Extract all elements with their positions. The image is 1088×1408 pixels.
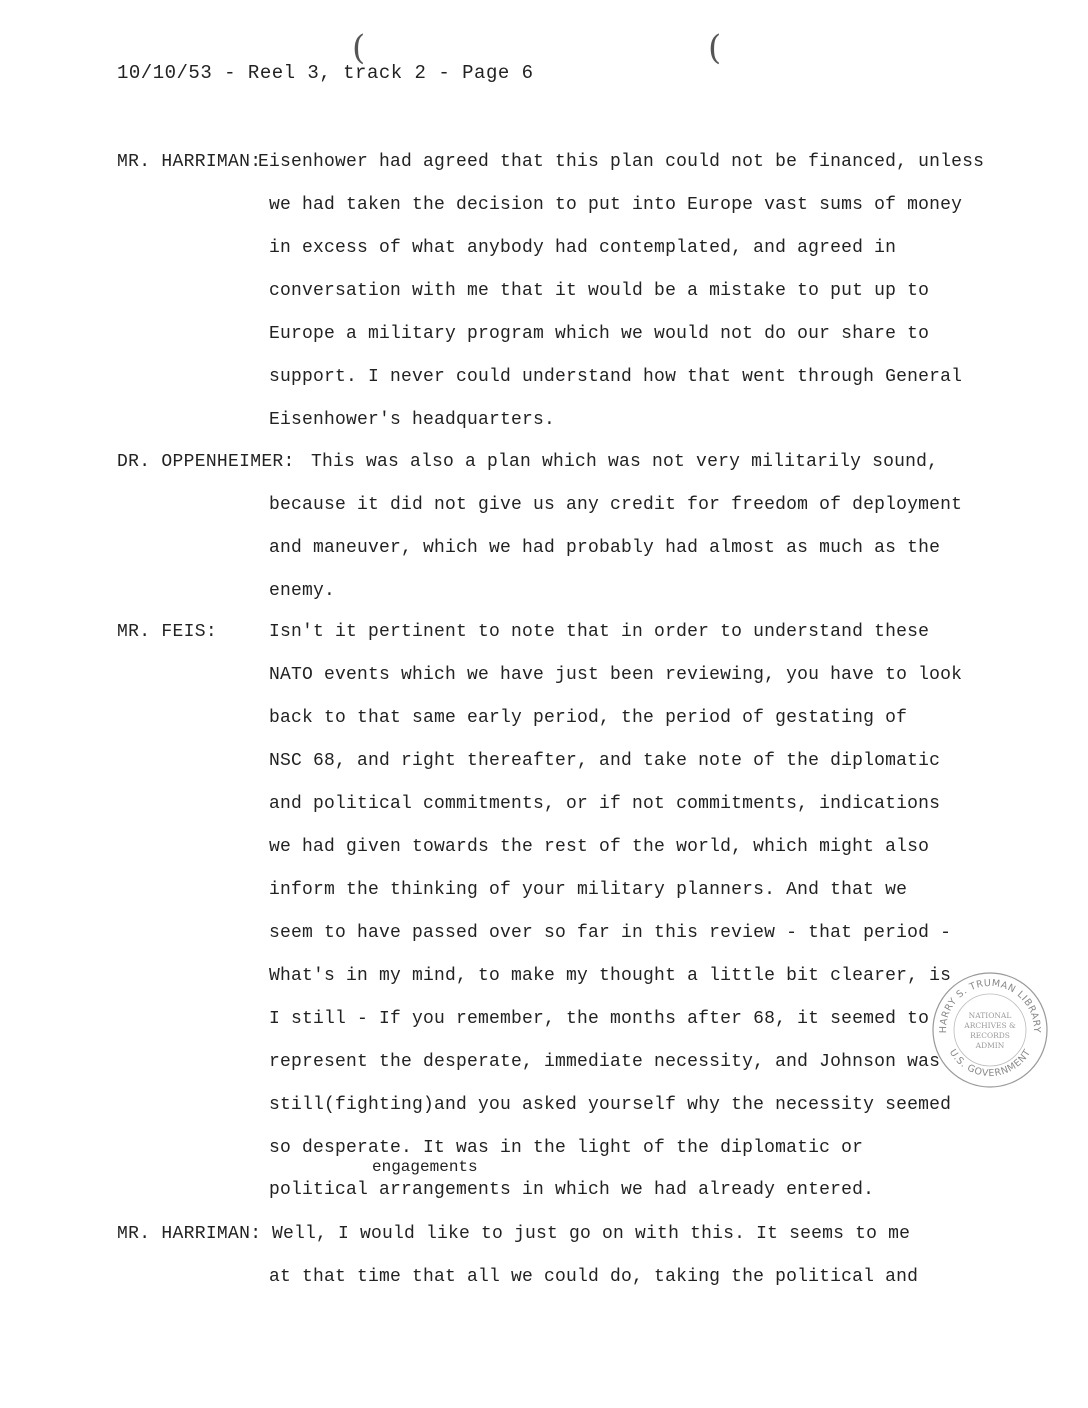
svg-text:HARRY S. TRUMAN LIBRARY: HARRY S. TRUMAN LIBRARY <box>937 977 1043 1034</box>
transcript-line: at that time that all we could do, taking the political and <box>269 1267 919 1287</box>
transcript-line: because it did not give us any credit for freedom of deployment <box>269 495 963 515</box>
transcript-line: seem to have passed over so far in this review - that period - <box>269 923 952 943</box>
transcript-line: we had taken the decision to put into Europe vast sums of money <box>269 195 963 215</box>
transcript-line: so desperate. It was in the light of the diplomatic or <box>269 1138 864 1158</box>
svg-text:U.S. GOVERNMENT: U.S. GOVERNMENT <box>946 1047 1034 1080</box>
paren-mark-left: ( <box>352 28 366 68</box>
svg-text:ARCHIVES &: ARCHIVES & <box>964 1021 1016 1030</box>
svg-text:RECORDS: RECORDS <box>970 1031 1010 1040</box>
svg-text:ADMIN: ADMIN <box>975 1041 1005 1050</box>
transcript-line: conversation with me that it would be a mistake to put up to <box>269 281 930 301</box>
transcript-line: back to that same early period, the period of gestating of <box>269 708 908 728</box>
page-header: 10/10/53 - Reel 3, track 2 - Page 6 <box>117 62 534 84</box>
library-stamp <box>930 970 1050 1090</box>
transcript-line: political arrangements in which we had already entered. <box>269 1180 875 1200</box>
speaker-label: DR. OPPENHEIMER: <box>117 452 295 472</box>
transcript-line: still(fighting)and you asked yourself why the necessity seemed <box>269 1095 952 1115</box>
speaker-label: MR. HARRIMAN: <box>117 1224 262 1244</box>
transcript-line: I still - If you remember, the months after 68, it seemed to <box>269 1009 930 1029</box>
transcript-line: NSC 68, and right thereafter, and take note of the diplomatic <box>269 751 941 771</box>
speaker-label: MR. HARRIMAN: <box>117 152 262 172</box>
transcript-line: in excess of what anybody had contemplated, and agreed in <box>269 238 897 258</box>
transcript-line: we had given towards the rest of the world, which might also <box>269 837 930 857</box>
transcript-line: Eisenhower's headquarters. <box>269 410 556 430</box>
transcript-line: enemy. <box>269 581 336 601</box>
transcript-line: Well, I would like to just go on with this. It seems to me <box>272 1224 911 1244</box>
transcript-line: Europe a military program which we would not do our share to <box>269 324 930 344</box>
transcript-line: What's in my mind, to make my thought a little bit clearer, is <box>269 966 952 986</box>
speaker-label: MR. FEIS: <box>117 622 217 642</box>
transcript-line: and political commitments, or if not commitments, indications <box>269 794 941 814</box>
transcript-line: support. I never could understand how that went through General <box>269 367 963 387</box>
transcript-line: and maneuver, which we had probably had almost as much as the <box>269 538 941 558</box>
transcript-line: Isn't it pertinent to note that in order to understand these <box>269 622 930 642</box>
transcript-line: NATO events which we have just been reviewing, you have to look <box>269 665 963 685</box>
transcript-line: represent the desperate, immediate necessity, and Johnson was <box>269 1052 941 1072</box>
handwritten-insertion: engagements <box>372 1158 478 1176</box>
transcript-line: Eisenhower had agreed that this plan could not be financed, unless <box>258 152 985 172</box>
transcript-line: inform the thinking of your military planners. And that we <box>269 880 908 900</box>
svg-text:NATIONAL: NATIONAL <box>968 1011 1012 1020</box>
transcript-line: This was also a plan which was not very militarily sound, <box>311 452 939 472</box>
paren-mark-right: ( <box>708 28 722 68</box>
